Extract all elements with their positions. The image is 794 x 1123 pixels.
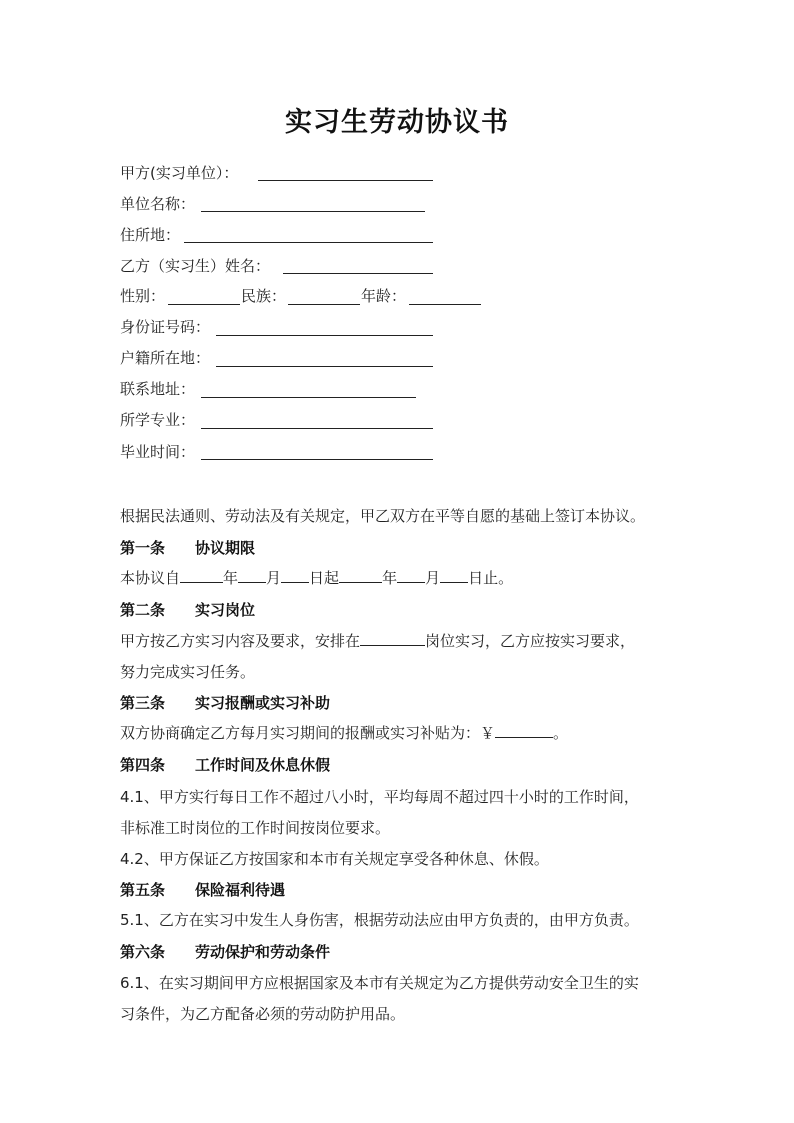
unit-name-label: 单位名称：	[120, 195, 196, 213]
start-month-blank[interactable]	[238, 568, 266, 583]
graduation-blank[interactable]	[201, 459, 433, 460]
end-day-blank[interactable]	[440, 568, 468, 583]
party-b-name-blank[interactable]	[283, 273, 433, 274]
gender-label: 性别：	[120, 287, 166, 305]
article-number: 第六条	[120, 943, 166, 961]
article-number: 第四条	[120, 756, 166, 774]
pay-text: 。	[553, 724, 569, 742]
article-title: 协议期限	[195, 539, 256, 557]
article-number: 第二条	[120, 601, 166, 619]
major-blank[interactable]	[201, 428, 433, 429]
article-5-heading	[120, 880, 285, 900]
pay-text: 双方协商确定乙方每月实习期间的报酬或实习补贴为：￥	[120, 724, 496, 742]
protection-line-2: 习条件，为乙方配备必须的劳动防护用品。	[120, 1005, 406, 1023]
document-title: 实习生劳动协议书	[285, 107, 509, 138]
start-day-blank[interactable]	[281, 568, 309, 583]
article-title: 实习岗位	[195, 601, 256, 619]
post-text: 甲方按乙方实习内容及要求，安排在	[120, 632, 361, 650]
post-line-1	[120, 631, 635, 651]
address-label: 住所地：	[120, 226, 181, 244]
article-title: 实习报酬或实习补助	[195, 694, 331, 712]
intro-text: 根据民法通则、劳动法及有关规定，甲乙双方在平等自愿的基础上签订本协议。	[120, 507, 646, 525]
article-title: 保险福利待遇	[195, 881, 286, 899]
party-b-name-label: 乙方（实习生）姓名：	[120, 257, 271, 275]
hours-line-1: 4.1、甲方实行每日工作不超过八小时，平均每周不超过四十小时的工作时间，	[120, 788, 639, 806]
term-text: 年	[382, 569, 398, 587]
article-3-heading	[120, 693, 330, 713]
term-line	[120, 568, 513, 588]
id-number-label: 身份证号码：	[120, 318, 211, 336]
end-month-blank[interactable]	[397, 568, 425, 583]
post-line-2: 努力完成实习任务。	[120, 663, 256, 681]
start-year-blank[interactable]	[180, 568, 223, 583]
party-a-label: 甲方(实习单位）：	[120, 164, 239, 182]
major-label: 所学专业：	[120, 411, 196, 429]
graduation-label: 毕业时间：	[120, 443, 196, 461]
age-label: 年龄：	[361, 287, 407, 305]
household-blank[interactable]	[216, 366, 433, 367]
unit-name-blank[interactable]	[201, 211, 425, 212]
article-number: 第三条	[120, 694, 166, 712]
ethnicity-blank[interactable]	[288, 304, 360, 305]
hours-line-2: 非标准工时岗位的工作时间按岗位要求。	[120, 819, 391, 837]
term-text: 日起	[309, 569, 340, 587]
term-text: 月	[425, 569, 441, 587]
article-title: 劳动保护和劳动条件	[195, 943, 331, 961]
article-number: 第五条	[120, 881, 166, 899]
contact-address-label: 联系地址：	[120, 380, 196, 398]
hours-line-3: 4.2、甲方保证乙方按国家和本市有关规定享受各种休息、休假。	[120, 850, 549, 868]
id-number-blank[interactable]	[216, 335, 433, 336]
party-a-blank[interactable]	[258, 180, 433, 181]
term-text: 月	[266, 569, 282, 587]
article-4-heading	[120, 755, 330, 775]
article-6-heading	[120, 942, 330, 962]
address-blank[interactable]	[184, 242, 433, 243]
post-blank[interactable]	[360, 631, 425, 646]
term-text: 年	[223, 569, 239, 587]
protection-line-1: 6.1、在实习期间甲方应根据国家及本市有关规定为乙方提供劳动安全卫生的实	[120, 974, 639, 992]
insurance-line: 5.1、乙方在实习中发生人身伤害，根据劳动法应由甲方负责的，由甲方负责。	[120, 911, 639, 929]
article-title: 工作时间及休息休假	[195, 756, 331, 774]
article-2-heading	[120, 600, 255, 620]
article-1-heading	[120, 538, 255, 558]
post-text: 岗位实习，乙方应按实习要求，	[425, 632, 636, 650]
ethnicity-label: 民族：	[241, 287, 287, 305]
pay-line	[120, 723, 568, 743]
contact-address-blank[interactable]	[201, 397, 416, 398]
term-text: 日止。	[468, 569, 514, 587]
household-label: 户籍所在地：	[120, 349, 211, 367]
article-number: 第一条	[120, 539, 166, 557]
age-blank[interactable]	[409, 304, 481, 305]
end-year-blank[interactable]	[339, 568, 382, 583]
pay-blank[interactable]	[495, 723, 553, 738]
gender-blank[interactable]	[168, 304, 240, 305]
term-text: 本协议自	[120, 569, 181, 587]
